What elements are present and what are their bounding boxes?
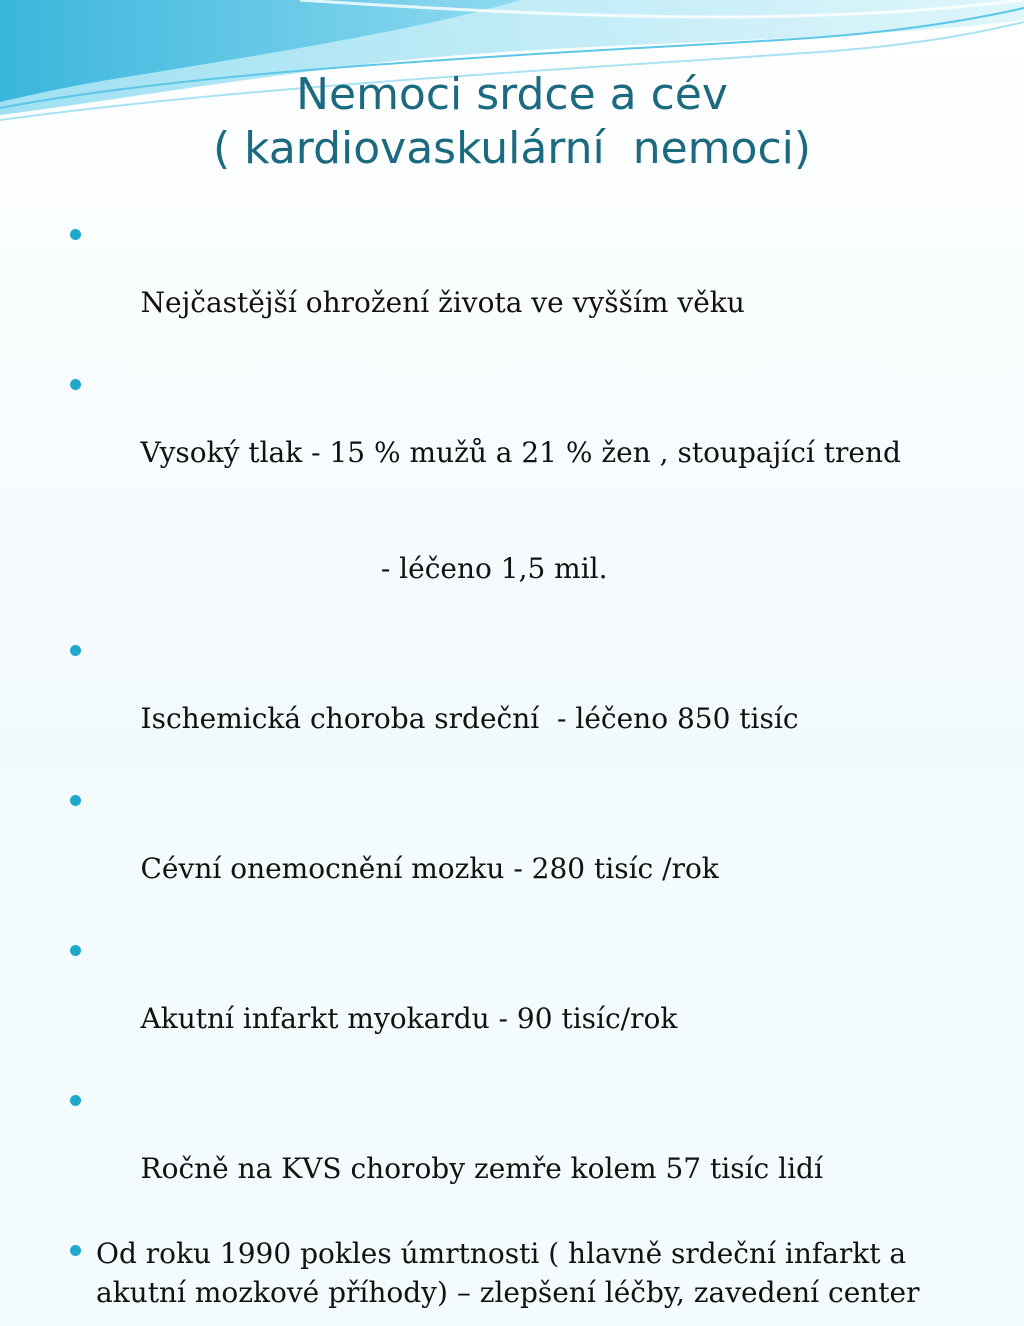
bullet-text: - léčeno 1,5 mil. xyxy=(131,552,608,585)
bullet-dot-icon xyxy=(70,945,81,956)
bullet-text: Nejčastější ohrožení života ve vyšším věku xyxy=(131,286,745,319)
bullet-dot-icon xyxy=(70,1095,81,1106)
bullet-item xyxy=(70,218,970,354)
bullet-item xyxy=(70,1234,936,1312)
bullet-item xyxy=(70,368,970,504)
bullet-item xyxy=(70,1084,970,1220)
bullet-item xyxy=(70,634,970,770)
bullet-text: Cévní onemocnění mozku - 280 tisíc /rok xyxy=(131,852,719,885)
bullet-dot-icon xyxy=(70,229,81,240)
bullet-text: Od roku 1990 pokles úmrtnosti ( hlavně srdeční infarkt a akutní mozkové příhody) – zlepšení léčby, zavedení center xyxy=(96,1237,920,1309)
bullet-continuation xyxy=(70,518,970,620)
bullet-text: Ischemická choroba srdeční - léčeno 850 tisíc xyxy=(131,702,799,735)
slide-title xyxy=(0,68,1024,176)
slide-title-line-2: ( kardiovaskulární nemoci) xyxy=(212,123,812,174)
bullet-dot-icon xyxy=(70,645,81,656)
slide-title-line-1: Nemoci srdce a cév xyxy=(296,69,728,120)
bullet-dot-icon xyxy=(70,1245,81,1256)
bullet-text: Ročně na KVS choroby zemře kolem 57 tisíc lidí xyxy=(131,1152,823,1185)
bullet-text: Akutní infarkt myokardu - 90 tisíc/rok xyxy=(131,1002,678,1035)
bullet-list xyxy=(70,218,970,1326)
bullet-text: Vysoký tlak - 15 % mužů a 21 % žen , stoupající trend xyxy=(131,436,901,469)
bullet-dot-icon xyxy=(70,795,81,806)
bullet-item xyxy=(70,934,970,1070)
bullet-item xyxy=(70,784,970,920)
bullet-dot-icon xyxy=(70,379,81,390)
